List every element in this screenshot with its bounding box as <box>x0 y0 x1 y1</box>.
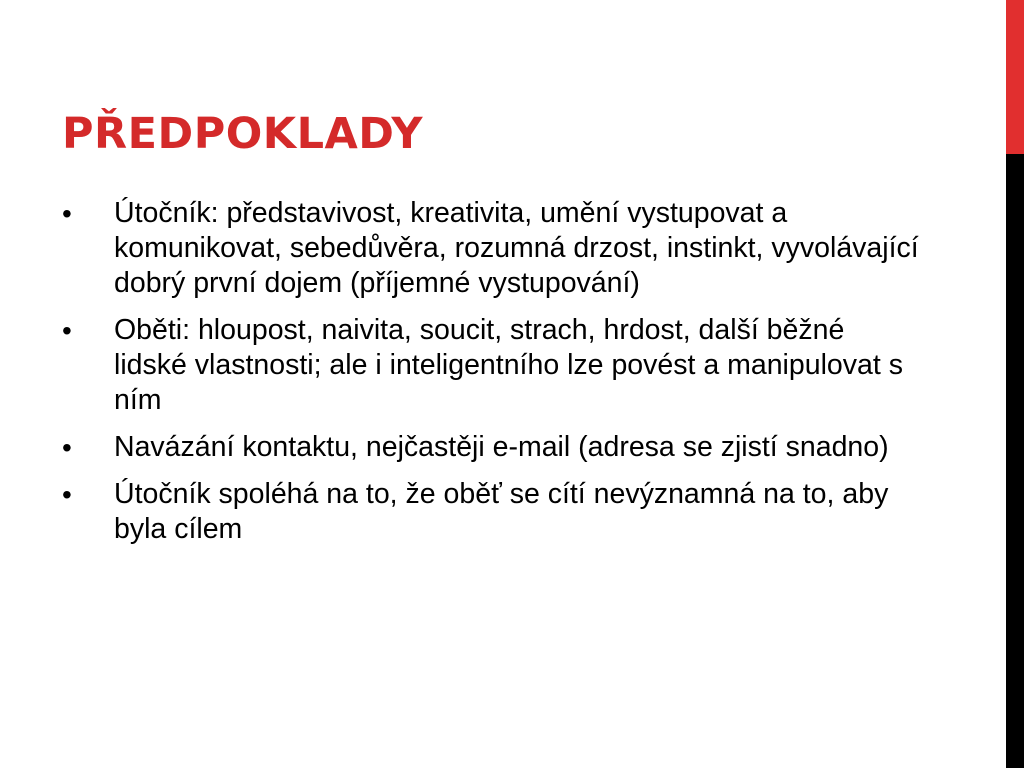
bullet-text: Útočník spoléhá na to, že oběť se cítí nevýznamná na to, aby byla cílem <box>114 478 889 545</box>
slide-title: PŘEDPOKLADY <box>62 109 423 159</box>
accent-bar-bottom <box>1006 154 1024 768</box>
bullet-item <box>62 430 922 465</box>
bullet-icon: • <box>62 432 72 463</box>
bullet-icon: • <box>62 315 72 346</box>
bullet-list <box>62 196 922 559</box>
bullet-item <box>62 313 922 418</box>
bullet-text: Navázání kontaktu, nejčastěji e-mail (adresa se zjistí snadno) <box>114 431 889 463</box>
bullet-text: Oběti: hloupost, naivita, soucit, strach, hrdost, další běžné lidské vlastnosti; ale i inteligentního lze povést a manipulovat s ním <box>114 314 903 416</box>
bullet-icon: • <box>62 479 72 510</box>
bullet-item <box>62 477 922 547</box>
accent-bar-top <box>1006 0 1024 154</box>
bullet-text: Útočník: představivost, kreativita, umění vystupovat a komunikovat, sebedůvěra, rozumná drzost, instinkt, vyvolávající dobrý první dojem (příjemné vystupování) <box>114 197 919 299</box>
bullet-item <box>62 196 922 301</box>
bullet-icon: • <box>62 198 72 229</box>
